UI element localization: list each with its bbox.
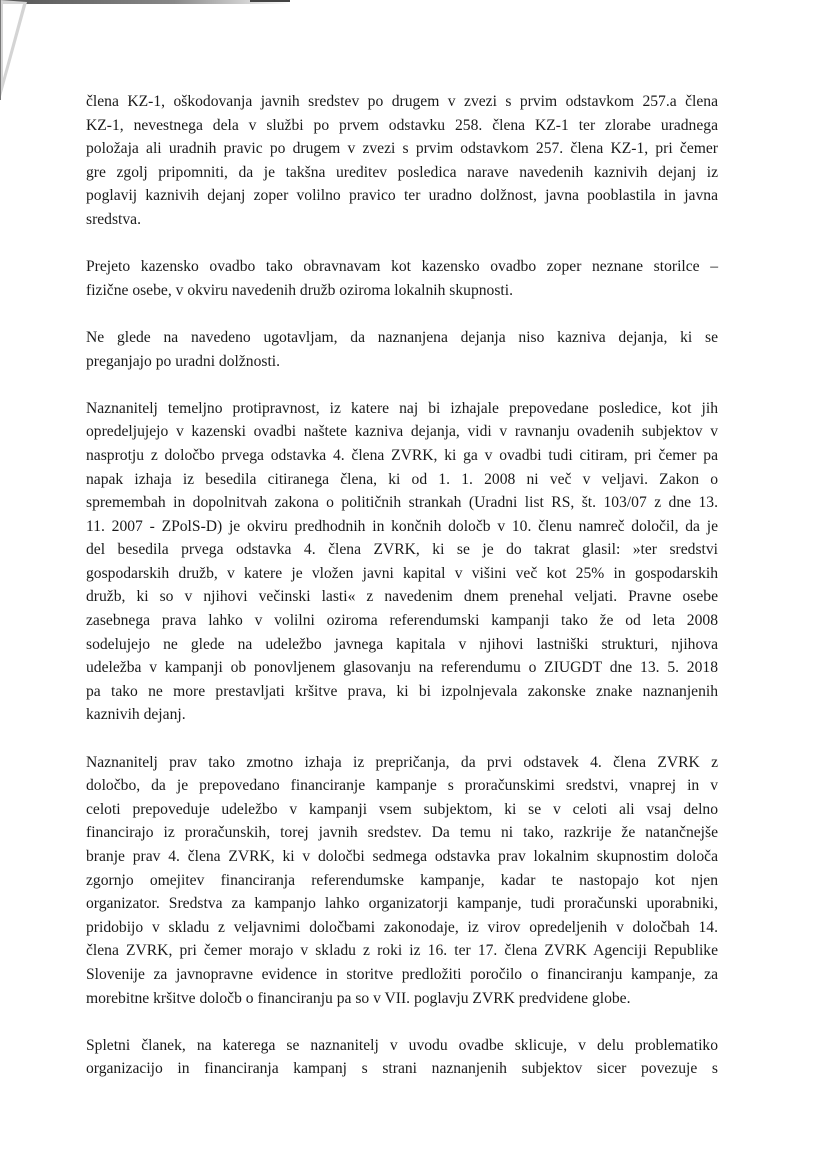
- text-line: pa tako ne more prestavljati kršitve prava, ki bi izpolnjevala zakonske znake naznanjenih: [86, 682, 718, 700]
- text-line: branje prav 4. člena ZVRK, ki v določbi sedmega odstavka prav lokalnim skupnostim določa: [86, 848, 718, 865]
- text-line: opredeljujejo v kazenski ovadbi naštete kazniva dejanja, vidi v ravnanju ovadenih subjektov v: [86, 423, 718, 441]
- paragraph: [86, 90, 718, 232]
- text-line: Ne glede na navedeno ugotavljam, da naznanjena dejanja niso kazniva dejanja, ki se: [86, 328, 718, 346]
- text-line: Prejeto kazensko ovadbo tako obravnavam kot kazensko ovadbo zoper neznane storilce –: [86, 258, 718, 276]
- paragraph: [86, 397, 718, 727]
- document-page: [86, 90, 718, 1105]
- paragraph: [86, 326, 718, 373]
- text-line: člena KZ-1, oškodovanja javnih sredstev po drugem v zvezi s prvim odstavkom 257.a člena: [86, 93, 718, 110]
- text-line: gre zgolj pripomniti, da je takšna ureditev posledica narave navedenih kaznivih dejanj iz: [86, 163, 718, 181]
- folded-corner-shadow: [0, 0, 30, 100]
- text-line: poglavij kaznivih dejanj zoper volilno pravico ter uradno dolžnost, javna pooblastila in javna: [86, 187, 718, 205]
- text-line: nasprotju z določbo prvega odstavka 4. člena ZVRK, ki ga v ovadbi tudi citiram, pri čemer pa: [86, 446, 718, 464]
- text-line: financirajo iz proračunskih, torej javnih sredstev. Da temu ni tako, razkrije že natančnejše: [86, 824, 718, 842]
- scan-edge-shadow: [0, 0, 290, 4]
- text-line: organizacijo in financiranja kampanj s strani naznanjenih subjektov sicer povezuje s: [86, 1060, 718, 1078]
- text-line: preganjajo po uradni dolžnosti.: [86, 352, 281, 370]
- text-line: morebitne kršitve določb o financiranju pa so v VII. poglavju ZVRK predvidene globe.: [86, 989, 631, 1007]
- text-line: družb, ki so v njihovi večinski lasti« z navedenim dnem prenehal veljati. Pravne osebe: [86, 588, 718, 606]
- text-line: spremembah in dopolnitvah zakona o političnih strankah (Uradni list RS, št. 103/07 z dne 13.: [86, 494, 718, 512]
- text-line: zasebnega prava lahko v volilni oziroma referendumski kampanji tako že od leta 2008: [86, 612, 718, 630]
- text-line: Naznanitelj temeljno protipravnost, iz katere naj bi izhajale prepovedane posledice, kot jih: [86, 399, 718, 417]
- text-line: KZ-1, nevestnega dela v službi po prvem odstavku 258. člena KZ-1 ter zlorabe uradnega: [86, 116, 718, 134]
- text-line: položaja ali uradnih pravic po drugem v zvezi s prvim odstavkom 257. člena KZ-1, pri čemer: [86, 140, 718, 158]
- text-line: Spletni članek, na katerega se naznanitelj v uvodu ovadbe sklicuje, v delu problematiko: [86, 1036, 718, 1054]
- scan-edge-mark: [250, 0, 290, 2]
- text-line: celoti prepoveduje udeležbo v kampanji vsem subjektom, ki se v celoti ali vsaj delno: [86, 800, 718, 818]
- paragraph: [86, 255, 718, 302]
- text-line: pridobijo v skladu z veljavnimi določbami zakonodaje, iz virov opredeljenih v določbah 14.: [86, 918, 718, 936]
- paragraph: [86, 751, 718, 1011]
- text-line: člena ZVRK, pri čemer morajo v skladu z roki iz 16. ter 17. člena ZVRK Agenciji Republike: [86, 942, 718, 960]
- text-line: del besedila prvega odstavka 4. člena ZVRK, ki se je do takrat glasil: »ter sredstvi: [86, 541, 718, 559]
- text-line: Naznanitelj prav tako zmotno izhaja iz prepričanja, da prvi odstavek 4. člena ZVRK z: [86, 753, 718, 771]
- text-line: udeležba v kampanji ob ponovljenem glasovanju na referendumu o ZIUGDT dne 13. 5. 2018: [86, 659, 718, 677]
- text-line: gospodarskih družb, v katere je vložen javni kapital v višini več kot 25% in gospodarskih: [86, 564, 718, 582]
- text-line: sodelujejo ne glede na udeležbo javnega kapitala v njihovi lastniški strukturi, njihova: [86, 635, 718, 653]
- text-line: organizator. Sredstva za kampanjo lahko organizatorji kampanje, tudi proračunski uporabniki,: [86, 895, 718, 913]
- text-line: fizične osebe, v okviru navedenih družb oziroma lokalnih skupnosti.: [86, 281, 513, 299]
- text-line: kaznivih dejanj.: [86, 706, 186, 724]
- text-line: zgornjo omejitev financiranja referendumske kampanje, kadar te nastopajo kot njen: [86, 871, 718, 889]
- text-line: sredstva.: [86, 210, 141, 228]
- text-line: 11. 2007 - ZPolS-D) je okviru predhodnih in končnih določb v 10. členu namreč določil, da je: [86, 517, 718, 535]
- text-line: napak izhaja iz besedila citiranega člena, ki od 1. 1. 2008 ni več v veljavi. Zakon o: [86, 470, 718, 488]
- text-line: Slovenije za javnopravne evidence in storitve predložiti poročilo o financiranju kampanje, za: [86, 965, 718, 983]
- paragraph: [86, 1034, 718, 1081]
- text-line: določbo, da je prepovedano financiranje kampanje s proračunskimi sredstvi, vnaprej in v: [86, 777, 718, 795]
